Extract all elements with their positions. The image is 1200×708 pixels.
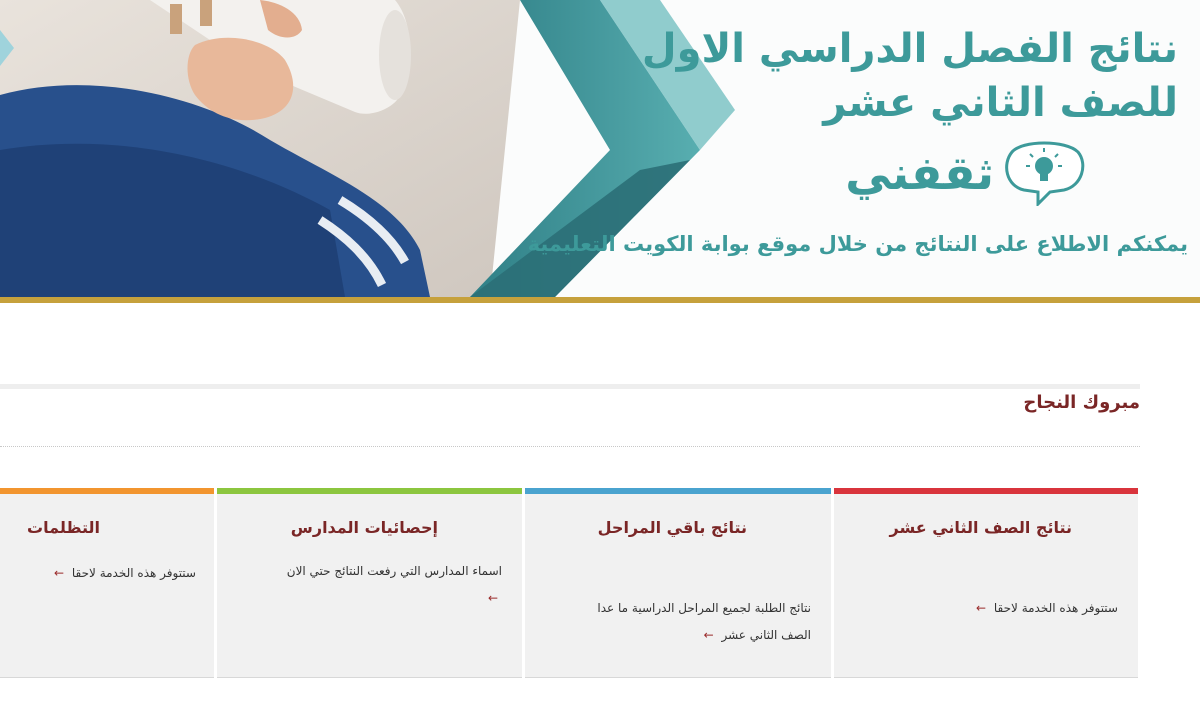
card-body[interactable] [585, 595, 811, 649]
hero-banner [0, 0, 1200, 297]
section-divider [0, 446, 1140, 447]
card-body-text: اسماء المدارس التي رفعت النتائج حتي الان [286, 564, 502, 578]
card-accent-bar [834, 488, 1138, 494]
card-body-text: ستتوفر هذه الخدمة لاحقا [71, 566, 196, 580]
card-body-text: ستتوفر هذه الخدمة لاحقا [993, 601, 1118, 615]
section-title: مبروك النجاح [1023, 392, 1140, 413]
banner-gold-line [0, 297, 1200, 303]
site-logo[interactable] [836, 140, 1086, 206]
left-arrow-icon[interactable]: ← [976, 601, 987, 615]
card-body[interactable] [277, 558, 502, 612]
section-top-bar [0, 384, 1140, 389]
left-arrow-icon[interactable]: ← [487, 591, 498, 605]
card-title[interactable]: نتائج الصف الثاني عشر [889, 518, 1072, 537]
banner-title [538, 22, 1178, 130]
card-body[interactable] [848, 595, 1118, 622]
card-body[interactable] [14, 560, 196, 587]
card-title[interactable]: نتائج باقي المراحل [597, 518, 747, 537]
card-grievances [0, 488, 214, 678]
card-school-statistics [217, 488, 522, 678]
lightbulb-speech-bubble-icon [1002, 140, 1086, 206]
card-body-text: نتائج الطلبة لجميع المراحل الدراسية ما عدا الصف الثاني عشر [597, 601, 811, 642]
banner-subtitle: يمكنكم الاطلاع على النتائج من خلال موقع بوابة الكويت التعليمية [527, 232, 1188, 256]
logo-text: ثقفني [845, 146, 994, 200]
banner-title-line2: للصف الثاني عشر [823, 80, 1178, 126]
card-title[interactable]: التظلمات [27, 518, 100, 537]
card-accent-bar [217, 488, 522, 494]
card-accent-bar [0, 488, 214, 494]
left-arrow-icon[interactable]: ← [54, 566, 65, 580]
card-grade12-results [834, 488, 1138, 678]
card-other-stages-results [525, 488, 831, 678]
banner-title-line1: نتائج الفصل الدراسي الاول [641, 26, 1178, 72]
card-accent-bar [525, 488, 831, 494]
card-title[interactable]: إحصائيات المدارس [290, 518, 438, 537]
left-arrow-icon[interactable]: ← [703, 628, 714, 642]
